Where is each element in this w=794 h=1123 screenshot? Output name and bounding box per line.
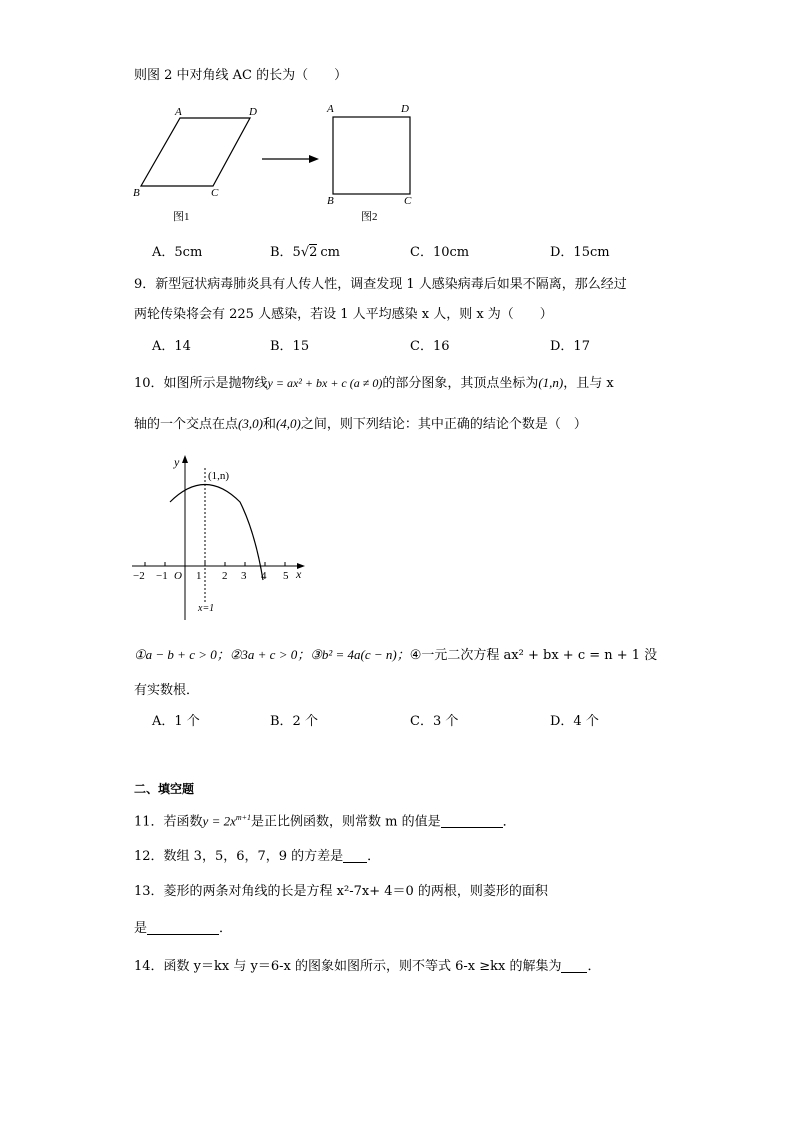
q11-b: 是正比例函数，则常数 m 的值是: [251, 814, 441, 830]
sqrt-icon: √: [300, 245, 310, 260]
q10-vertex: (1,n): [538, 375, 564, 390]
q11-exponent: m+1: [235, 813, 252, 822]
tick-label-5: 5: [283, 570, 289, 582]
q9-line2: 两轮传染将会有 225 人感染，若设 1 人平均感染 x 人，则 x 为（ ）: [134, 307, 553, 322]
q10-line1: [134, 376, 614, 390]
fig1-label-C: C: [211, 187, 219, 199]
q10-line2-b: 之间，则下列结论：其中正确的结论个数是（ ）: [300, 417, 587, 432]
q13-line2: [134, 922, 232, 935]
fig2-label-A: A: [327, 103, 334, 115]
y-axis-arrow: [182, 455, 188, 463]
q10-line2-and: 和: [262, 417, 276, 432]
q11-formula: y = 2x: [202, 813, 236, 829]
q12-a: 12．数组 3，5，6，7，9 的方差是: [134, 849, 344, 864]
tick-label-2: 2: [222, 570, 228, 582]
q8-option-b-radical: 2: [309, 245, 318, 260]
fig2-square: [333, 117, 410, 194]
q14-line: [134, 960, 600, 973]
q11-c: ．: [502, 814, 516, 830]
vertex-label: (1,n): [208, 470, 230, 482]
fig1-parallelogram: [141, 118, 250, 186]
q13-line2-a: 是: [134, 921, 148, 936]
q10-option-d[interactable]: D．4 个: [550, 714, 599, 729]
q11-answer-blank[interactable]: [441, 815, 503, 828]
q12-line: [134, 850, 380, 863]
q8-option-b-unit: cm: [320, 245, 341, 260]
arrow-head: [309, 155, 319, 163]
fig2-label-D: D: [401, 103, 409, 115]
q13-line1: 13．菱形的两条对角线的长是方程 x²-7x+ 4＝0 的两根，则菱形的面积: [134, 884, 548, 899]
q10-parabola-formula: y = ax² + bx + c (a ≠ 0): [267, 376, 383, 390]
q14-b: ．: [587, 959, 601, 974]
tick-label-3: 3: [241, 570, 247, 582]
q9-option-d[interactable]: D．17: [550, 339, 590, 354]
q8-option-b[interactable]: [270, 246, 340, 259]
q10-graph: [130, 452, 310, 624]
q9-option-a[interactable]: A．14: [152, 339, 191, 354]
q8-stem: 则图 2 中对角线 AC 的长为（ ）: [134, 68, 348, 83]
q8-option-d[interactable]: D．15cm: [550, 245, 610, 260]
fig1-label-A: A: [175, 106, 182, 118]
q10-conclusion-4-cont: 有实数根．: [134, 683, 200, 698]
tick-label-4: 4: [261, 570, 267, 582]
q10-line1-c: ，且与 x: [563, 376, 614, 391]
q8-figure: [125, 100, 425, 230]
q12-b: ．: [367, 849, 381, 864]
q10-line2-a: 轴的一个交点在点: [134, 417, 239, 432]
origin-label: O: [174, 570, 182, 582]
tick-label-neg2: −2: [133, 570, 145, 582]
tick-label-1: 1: [196, 570, 202, 582]
q10-point2: (4,0): [275, 416, 301, 431]
q12-answer-blank[interactable]: [343, 850, 367, 863]
q10-conclusion-4: ④一元二次方程 ax² + bx + c = n + 1 没: [409, 648, 658, 663]
x-axis-label: x: [296, 567, 302, 581]
q10-option-c[interactable]: C．3 个: [410, 714, 459, 729]
q10-line1-a: 10．如图所示是抛物线: [134, 376, 268, 391]
q9-line1: 9．新型冠状病毒肺炎具有人传人性，调查发现 1 人感染病毒后如果不隔离，那么经过: [134, 277, 627, 292]
q10-conclusion-3: ③b² = 4a(c − n)；: [310, 647, 410, 662]
q10-conclusion-1: ①a − b + c > 0；: [134, 647, 230, 662]
y-axis-label: y: [174, 455, 180, 469]
fig2-label-B: B: [327, 195, 334, 207]
q9-option-c[interactable]: C．16: [410, 339, 450, 354]
q10-line1-b: 的部分图象，其顶点坐标为: [382, 376, 539, 391]
fig1-label-B: B: [133, 187, 140, 199]
q14-answer-blank[interactable]: [561, 960, 587, 973]
q13-line2-b: ．: [219, 921, 233, 936]
q10-option-b[interactable]: B．2 个: [270, 714, 318, 729]
q10-line2: [134, 417, 587, 431]
tick-label-neg1: −1: [156, 570, 168, 582]
fig2-label-C: C: [404, 195, 412, 207]
q9-option-b[interactable]: B．15: [270, 339, 310, 354]
q13-answer-blank[interactable]: [147, 922, 219, 935]
q11-line: [134, 814, 516, 828]
q10-point1: (3,0): [238, 416, 263, 431]
section-title: 二、填空题: [134, 782, 195, 796]
symmetry-label: x=1: [198, 603, 215, 614]
q10-conclusions: [134, 648, 657, 662]
q14-a: 14．函数 y＝kx 与 y＝6-x 的图象如图所示，则不等式 6-x ≥kx 的解集为: [134, 959, 562, 974]
fig2-caption: 图2: [361, 211, 378, 223]
q8-option-c[interactable]: C．10cm: [410, 245, 470, 260]
fig1-caption: 图1: [173, 211, 190, 223]
q8-option-b-prefix: B．5: [270, 245, 301, 260]
q8-option-a[interactable]: A．5cm: [152, 245, 203, 260]
fig1-label-D: D: [249, 106, 257, 118]
q10-option-a[interactable]: A．1 个: [152, 714, 200, 729]
q11-a: 11．若函数: [134, 814, 203, 830]
q10-conclusion-2: ②3a + c > 0；: [229, 647, 311, 662]
